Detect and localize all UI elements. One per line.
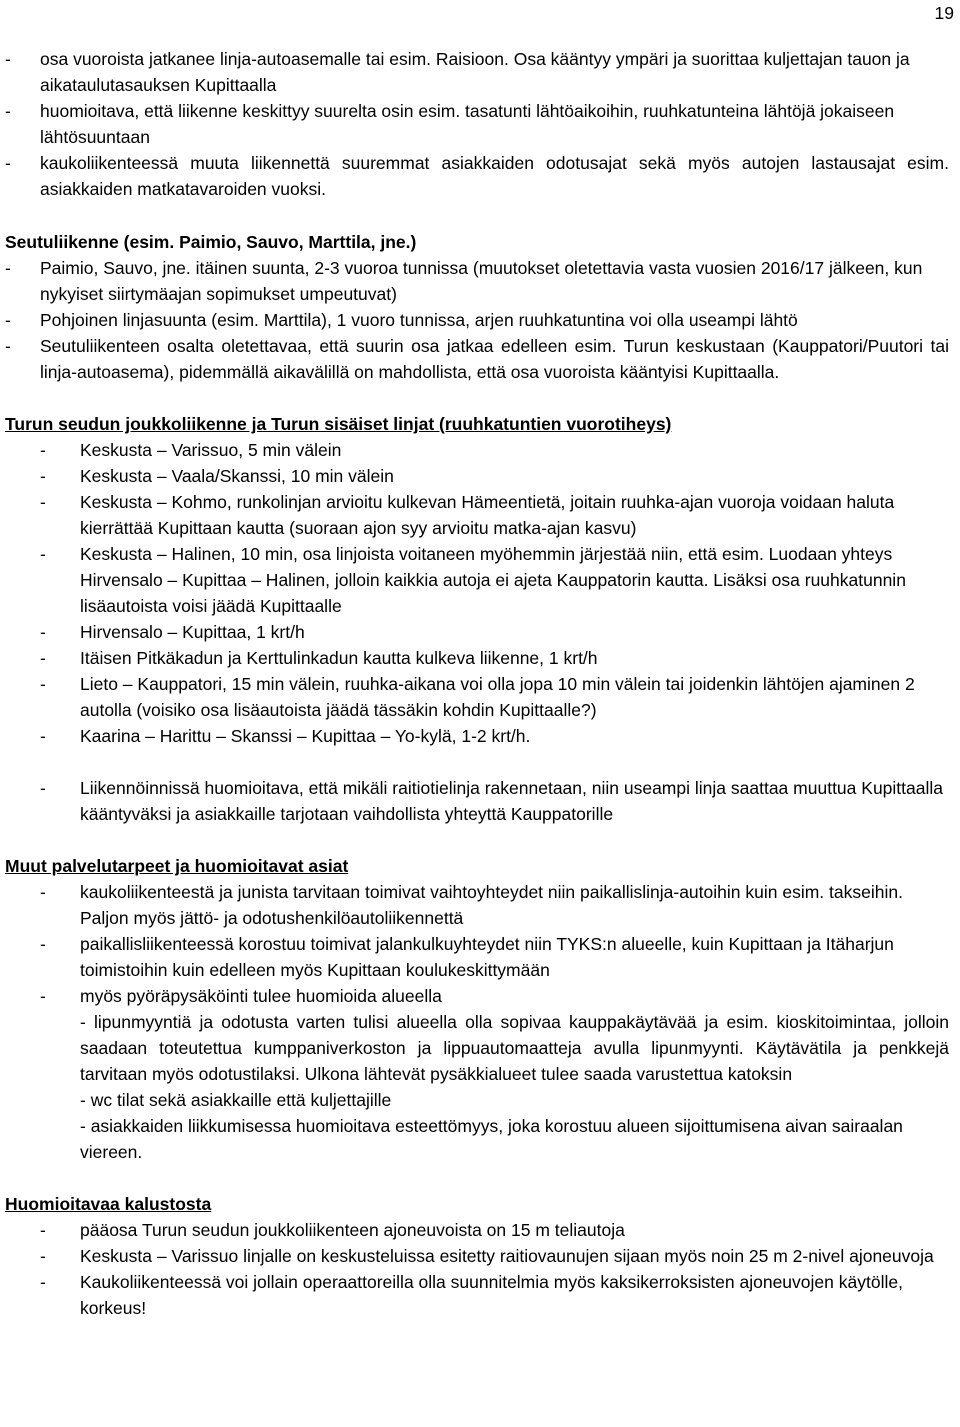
list-item bbox=[5, 489, 949, 541]
bullet-dash: - bbox=[40, 778, 46, 798]
intro-list bbox=[5, 46, 949, 202]
list-item-text: Keskusta – Halinen, 10 min, osa linjoista voitaneen myöhemmin järjestää niin, että esim. Luodaan yhteys Hirvensalo – Kupittaa – Halinen, jolloin kaikkia autoja ei ajeta Kauppatorin kautta. Lisäksi osa ruuhkatunnin lisäautoista voisi jäädä Kupittaalle bbox=[80, 544, 906, 616]
bullet-dash: - bbox=[5, 336, 11, 356]
kalusto-section bbox=[5, 1191, 949, 1321]
sub-item: - lipunmyyntiä ja odotusta varten tulisi alueella olla sopivaa kauppakäytävää ja esim. kioskitoimintaa, jolloin saadaan toteutettua kumppaniverkoston ja lippuautomaatteja avulla lipunmyynti. Käytävätila ja penkkejä tarvitaan myös odotustilaksi. Ulkona lähtevät pysäkkialueet tulee saada varustettua katoksin bbox=[80, 1012, 949, 1084]
bullet-dash: - bbox=[5, 153, 11, 173]
bullet-dash: - bbox=[40, 622, 46, 642]
list-item-text: Liikennöinnissä huomioitava, että mikäli raitiotielinja rakennetaan, niin useampi linja saattaa muuttua Kupittaalla kääntyväksi ja asiakkaille tarjotaan vaihdollista yhteyttä Kauppatorille bbox=[80, 778, 943, 824]
list-item bbox=[5, 333, 949, 385]
list-item bbox=[5, 307, 949, 333]
list-item bbox=[5, 46, 949, 98]
bullet-dash: - bbox=[40, 466, 46, 486]
bullet-dash: - bbox=[40, 544, 46, 564]
list-item bbox=[5, 775, 949, 827]
section-heading: Turun seudun joukkoliikenne ja Turun sisäiset linjat (ruuhkatuntien vuorotiheys) bbox=[5, 414, 672, 434]
list-item bbox=[5, 1217, 949, 1243]
list-item bbox=[5, 437, 949, 463]
joukkoliikenne-list bbox=[5, 437, 949, 749]
joukkoliikenne-note-list bbox=[5, 775, 949, 827]
bullet-dash: - bbox=[5, 49, 11, 69]
list-item bbox=[5, 879, 949, 931]
list-item-text: huomioitava, että liikenne keskittyy suurelta osin esim. tasatunti lähtöaikoihin, ruuhkatunteina lähtöjä jokaiseen lähtösuuntaan bbox=[40, 101, 895, 147]
list-item-text: myös pyöräpysäköinti tulee huomioida alueella bbox=[80, 986, 442, 1006]
list-item bbox=[5, 98, 949, 150]
list-item-text: Lieto – Kauppatori, 15 min välein, ruuhka-aikana voi olla jopa 10 min välein tai joidenkin lähtöjen ajaminen 2 autolla (voisiko osa lisäautoista jäädä tässäkin kohdin Kupittaalle?) bbox=[80, 674, 915, 720]
bullet-dash: - bbox=[40, 492, 46, 512]
list-item bbox=[5, 255, 949, 307]
list-item bbox=[5, 931, 949, 983]
list-item bbox=[5, 645, 949, 671]
bullet-dash: - bbox=[40, 1246, 46, 1266]
list-item-text: Seutuliikenteen osalta oletettavaa, että suurin osa jatkaa edelleen esim. Turun keskustaan (Kauppatori/Puutori tai linja-autoasema), pidemmällä aikavälillä on mahdollista, että osa vuoroista kääntyisi Kupittaalla. bbox=[40, 336, 949, 382]
list-item-text: Hirvensalo – Kupittaa, 1 krt/h bbox=[80, 622, 305, 642]
list-item-text: Keskusta – Kohmo, runkolinjan arvioitu kulkevan Hämeentietä, joitain ruuhka-ajan vuoroja voidaan haluta kierrättää Kupittaan kautta (suoraan ajon syy arvioitu matka-ajan kasvu) bbox=[80, 492, 895, 538]
list-item-text: kaukoliikenteestä ja junista tarvitaan toimivat vaihtoyhteydet niin paikallislinja-autoihin kuin esim. takseihin. Paljon myös jättö- ja odotushenkilöautoliikennettä bbox=[80, 882, 903, 928]
list-item bbox=[5, 983, 949, 1165]
palvelutarpeet-list bbox=[5, 879, 949, 1165]
bullet-dash: - bbox=[40, 648, 46, 668]
bullet-dash: - bbox=[40, 882, 46, 902]
intro-section bbox=[5, 46, 949, 202]
bullet-dash: - bbox=[40, 1272, 46, 1292]
bullet-dash: - bbox=[40, 1220, 46, 1240]
seutuliikenne-section bbox=[5, 229, 949, 385]
list-item bbox=[5, 723, 949, 749]
list-item bbox=[5, 150, 949, 202]
list-item bbox=[5, 541, 949, 619]
list-item bbox=[5, 463, 949, 489]
list-item-text: pääosa Turun seudun joukkoliikenteen ajoneuvoista on 15 m teliautoja bbox=[80, 1220, 625, 1240]
sub-item: - wc tilat sekä asiakkaille että kuljettajille bbox=[80, 1090, 392, 1110]
kalusto-list bbox=[5, 1217, 949, 1321]
section-heading: Huomioitavaa kalustosta bbox=[5, 1194, 212, 1214]
list-item-text: kaukoliikenteessä muuta liikennettä suuremmat asiakkaiden odotusajat sekä myös autojen lastausajat esim. asiakkaiden matkatavaroiden vuoksi. bbox=[40, 153, 949, 199]
bullet-dash: - bbox=[5, 310, 11, 330]
bullet-dash: - bbox=[40, 440, 46, 460]
list-item bbox=[5, 619, 949, 645]
list-item-text: Keskusta – Vaala/Skanssi, 10 min välein bbox=[80, 466, 394, 486]
list-item bbox=[5, 1269, 949, 1321]
list-item bbox=[5, 1243, 949, 1269]
joukkoliikenne-section bbox=[5, 411, 949, 827]
list-item-text: Itäisen Pitkäkadun ja Kerttulinkadun kautta kulkeva liikenne, 1 krt/h bbox=[80, 648, 598, 668]
list-item-text: Kaukoliikenteessä voi jollain operaattoreilla olla suunnitelmia myös kaksikerroksisten ajoneuvojen käytölle, korkeus! bbox=[80, 1272, 903, 1318]
list-item bbox=[5, 671, 949, 723]
bullet-dash: - bbox=[40, 986, 46, 1006]
list-item-text: paikallisliikenteessä korostuu toimivat jalankulkuyhteydet niin TYKS:n alueelle, kuin Kupittaan ja Itäharjun toimistoihin kuin edelleen myös Kupittaan koulukeskittymään bbox=[80, 934, 894, 980]
section-heading: Muut palvelutarpeet ja huomioitavat asiat bbox=[5, 856, 349, 876]
bullet-dash: - bbox=[40, 934, 46, 954]
document-page bbox=[5, 48, 949, 1321]
section-heading: Seutuliikenne (esim. Paimio, Sauvo, Marttila, jne.) bbox=[5, 232, 417, 252]
list-item-text: Pohjoinen linjasuunta (esim. Marttila), 1 vuoro tunnissa, arjen ruuhkatuntina voi olla useampi lähtö bbox=[40, 310, 798, 330]
seutuliikenne-list bbox=[5, 255, 949, 385]
bullet-dash: - bbox=[5, 258, 11, 278]
list-item-text: Keskusta – Varissuo, 5 min välein bbox=[80, 440, 342, 460]
list-item-text: Paimio, Sauvo, jne. itäinen suunta, 2-3 vuoroa tunnissa (muutokset oletettavia vasta vuosien 2016/17 jälkeen, kun nykyiset siirtymäajan sopimukset umpeutuvat) bbox=[40, 258, 923, 304]
bullet-dash: - bbox=[40, 674, 46, 694]
bullet-dash: - bbox=[40, 726, 46, 746]
sub-item: - asiakkaiden liikkumisessa huomioitava esteettömyys, joka korostuu alueen sijoittumisena aivan sairaalan viereen. bbox=[80, 1116, 903, 1162]
list-item-text: osa vuoroista jatkanee linja-autoasemalle tai esim. Raisioon. Osa kääntyy ympäri ja suorittaa kuljettajan tauon ja aikataulutasauksen Kupittaalla bbox=[40, 49, 910, 95]
list-item-text: Kaarina – Harittu – Skanssi – Kupittaa – Yo-kylä, 1-2 krt/h. bbox=[80, 726, 531, 746]
bullet-dash: - bbox=[5, 101, 11, 121]
page-number: 19 bbox=[934, 3, 954, 23]
list-item-text: Keskusta – Varissuo linjalle on keskusteluissa esitetty raitiovaunujen sijaan myös noin 25 m 2-nivel ajoneuvoja bbox=[80, 1246, 934, 1266]
palvelutarpeet-section bbox=[5, 853, 949, 1165]
